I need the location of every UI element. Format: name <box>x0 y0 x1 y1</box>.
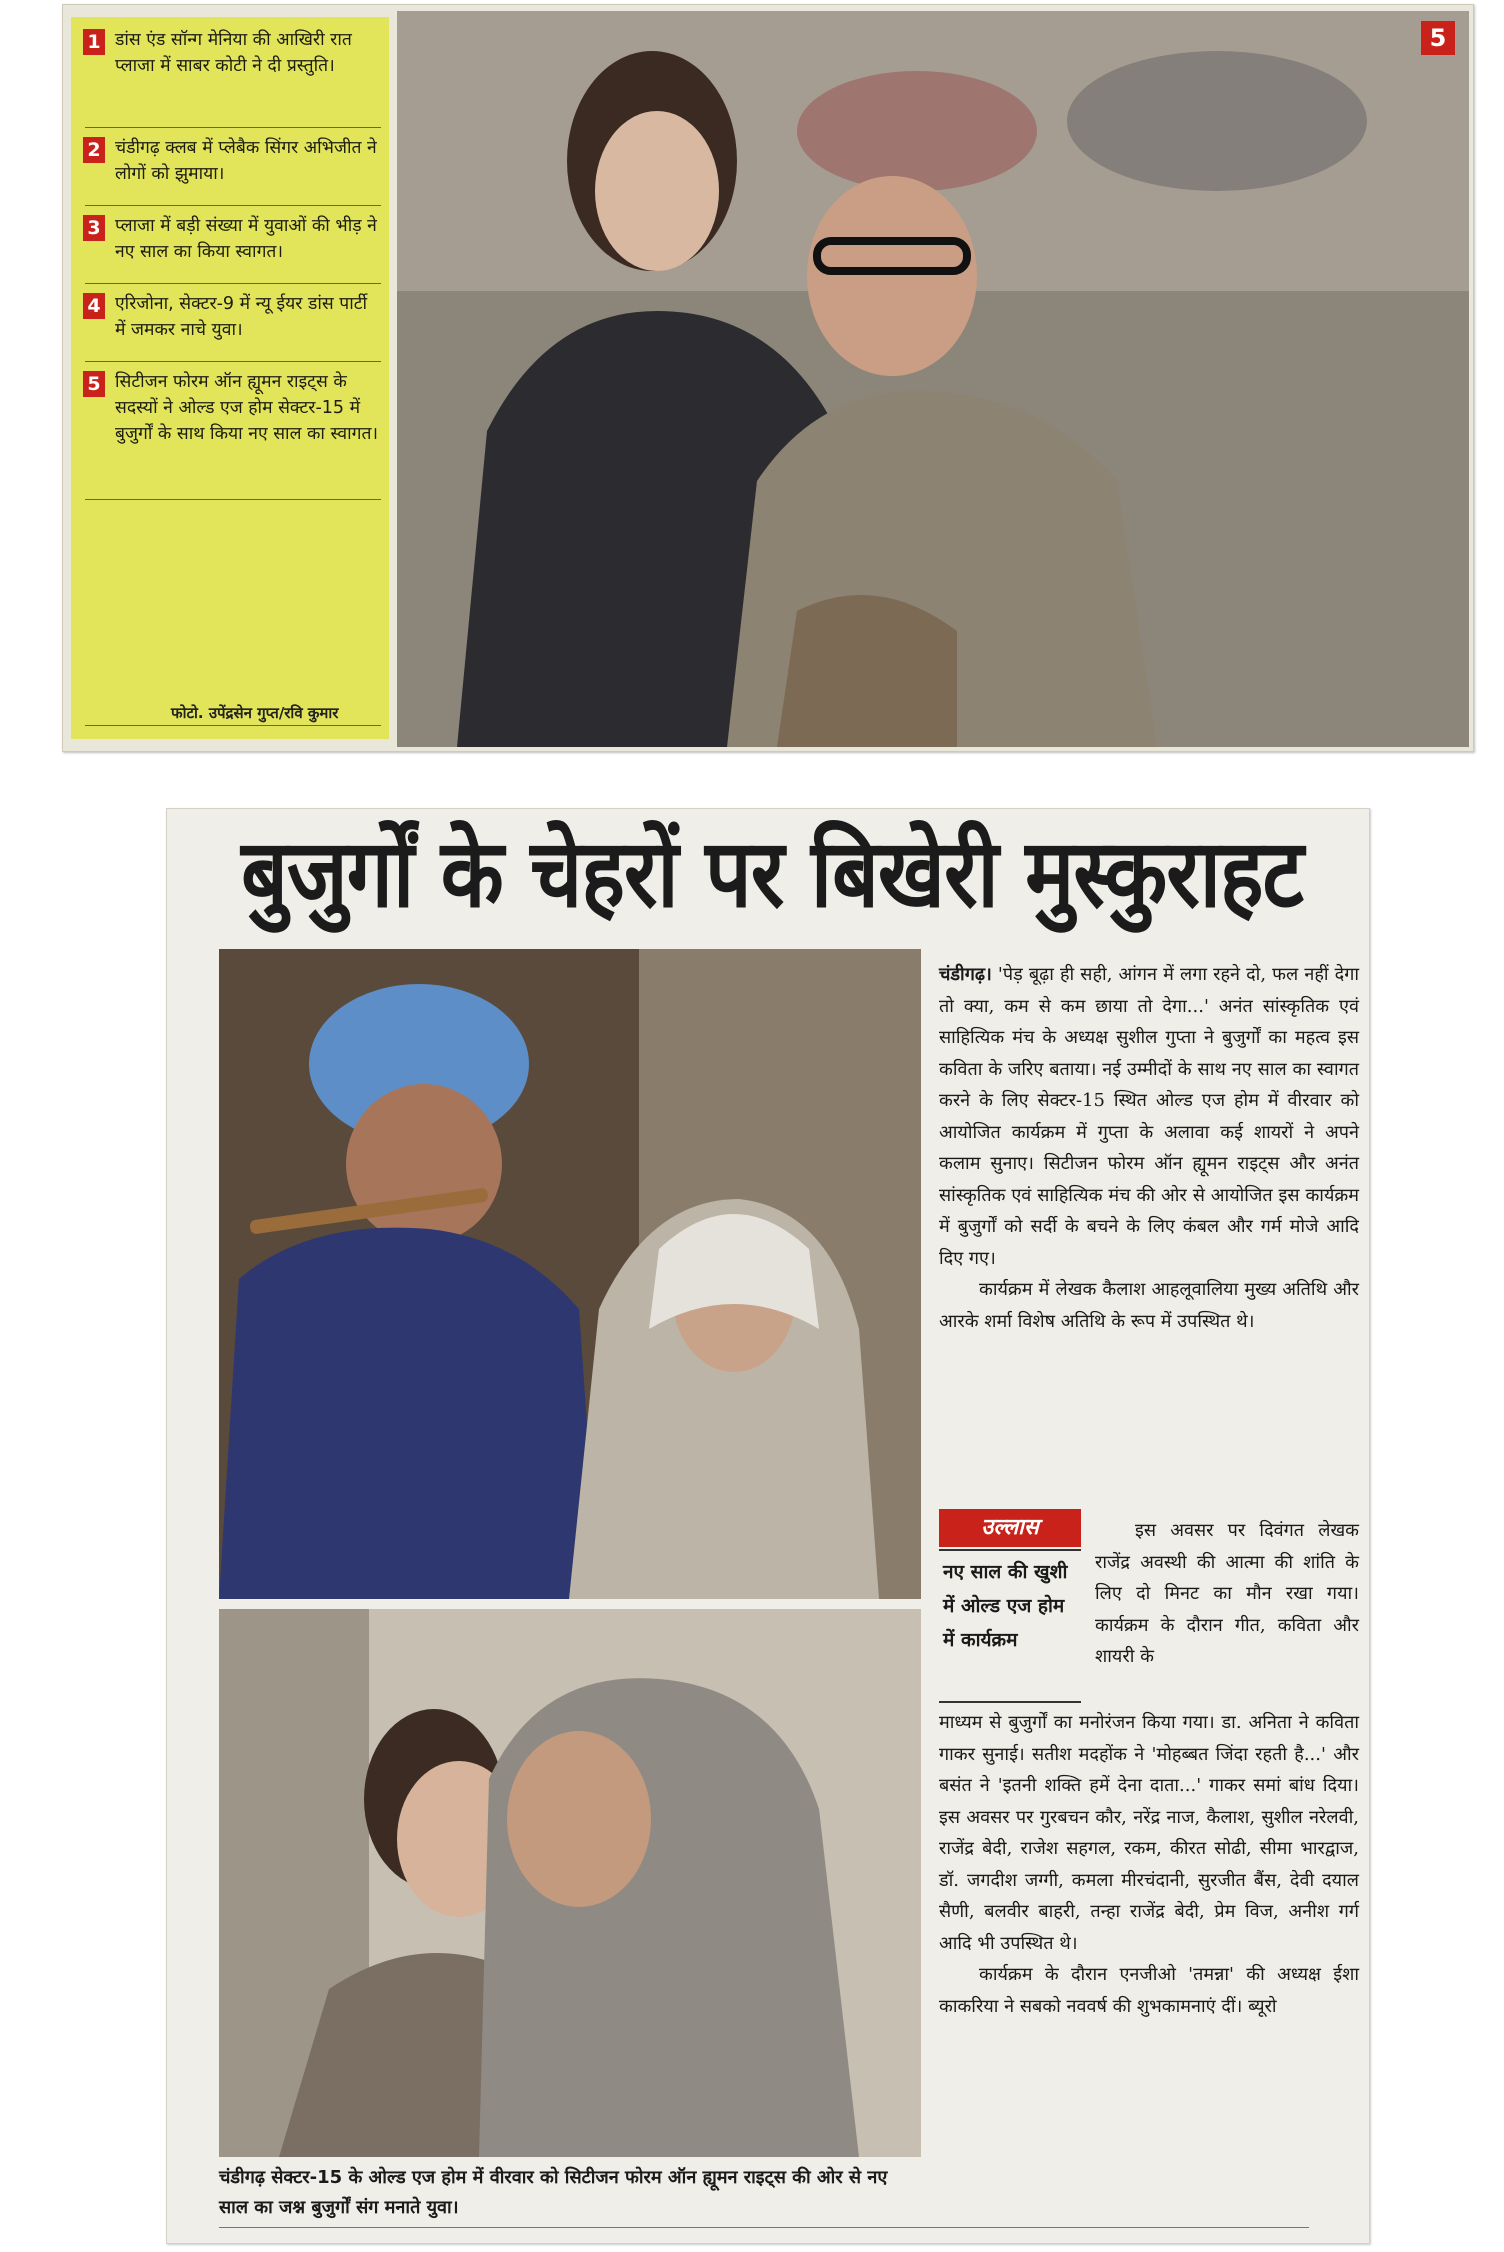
article-body-column <box>939 959 1359 1337</box>
caption-divider <box>85 127 381 128</box>
caption-number-badge: 3 <box>83 215 105 241</box>
caption-text: चंडीगढ़ क्लब में प्लेबैक सिंगर अभिजीत ने लोगों को झुमाया। <box>115 138 377 184</box>
caption-text: प्लाजा में बड़ी संख्या में युवाओं की भीड़ ने नए साल का किया स्वागत। <box>115 216 377 262</box>
article-clipping <box>166 808 1370 2244</box>
photo-placeholder-illustration <box>397 11 1469 747</box>
photo-credit: फोटो. उपेंद्रसेन गुप्त/रवि कुमार <box>171 704 339 722</box>
article-paragraph-1-text: 'पेड़ बूढ़ा ही सही, आंगन में लगा रहने दो, फल नहीं देगा तो क्या, कम से कम छाया तो देगा...' अनंत सांस्कृतिक एवं साहित्यिक मंच के अध्यक्ष सुशील गुप्ता ने बुजुर्गों का महत्व इस कविता के जरिए बताया। नई उम्मीदों के साथ नए साल का स्वागत करने के लिए सेक्टर-15 स्थित ओल्ड एज होम में वीरवार को आयोजित कार्यक्रम में गुप्ता के अलावा कई शायरों ने अपने कलाम सुनाए। सिटीजन फोरम ऑन ह्यूमन राइट्स और अनंत सांस्कृतिक एवं साहित्यिक मंच की ओर से आयोजित इस कार्यक्रम में बुजुर्गों को सर्दी के बचने के लिए कंबल और गर्म मोजे आदि दिए गए। <box>939 964 1359 1269</box>
article-rest-column <box>939 1707 1359 2022</box>
photo-flute-player <box>219 949 921 1599</box>
article-paragraph-1 <box>939 959 1359 1274</box>
article-wrap-column <box>1095 1515 1359 1673</box>
caption-item-3 <box>83 213 383 265</box>
bottom-divider <box>219 2227 1309 2228</box>
top-news-clipping <box>62 4 1474 752</box>
inset-divider <box>939 1549 1081 1551</box>
photo-placeholder-illustration <box>219 949 921 1599</box>
inset-title: नए साल की खुशी में ओल्ड एज होम में कार्यक्रम <box>943 1561 1068 1651</box>
photo-hug <box>219 1609 921 2157</box>
caption-number-badge: 5 <box>83 371 105 397</box>
caption-text: एरिजोना, सेक्टर-9 में न्यू ईयर डांस पार्टी में जमकर नाचे युवा। <box>115 294 368 340</box>
article-paragraph-3-start: इस अवसर पर दिवंगत लेखक राजेंद्र अवस्थी की आत्मा की शांति के लिए दो मिनट का मौन रखा गया। कार्यक्रम के दौरान गीत, कविता और शायरी के <box>1095 1520 1359 1667</box>
article-paragraph-2: कार्यक्रम में लेखक कैलाश आहलूवालिया मुख्य अतिथि और आरके शर्मा विशेष अतिथि के रूप में उपस्थित थे। <box>939 1279 1359 1332</box>
inset-tag: उल्लास <box>939 1509 1081 1547</box>
article-dateline: चंडीगढ़। <box>939 964 992 985</box>
caption-item-4 <box>83 291 383 343</box>
caption-text: डांस एंड सॉन्ग मेनिया की आखिरी रात प्लाजा में साबर कोटी ने दी प्रस्तुति। <box>115 30 352 76</box>
caption-number-badge: 1 <box>83 29 105 55</box>
caption-divider <box>85 499 381 500</box>
caption-divider <box>85 283 381 284</box>
article-paragraph-3-rest: माध्यम से बुजुर्गों का मनोरंजन किया गया। डा. अनिता ने कविता गाकर सुनाई। सतीश मदहोंक ने 'मोहब्बत जिंदा रहती है...' और बसंत ने 'इतनी शक्ति हमें देना दाता...' गाकर समां बांध दिया। इस अवसर पर गुरबचन कौर, नरेंद्र नाज, कैलाश, सुशील नरेलवी, राजेंद्र बेदी, राजेश सहगल, रकम, कीरत सोढी, सीमा भारद्वाज, डॉ. जगदीश जग्गी, कमला मीरचंदानी, सुरजीत बैंस, देवी दयाल सैणी, बलवीर बाहरी, तन्हा राजेंद्र बेदी, प्रेम विज, अनीश गर्ग आदि भी उपस्थित थे। <box>939 1712 1359 1954</box>
caption-text: सिटीजन फोरम ऑन ह्यूमन राइट्स के सदस्यों ने ओल्ड एज होम सेक्टर-15 में बुजुर्गों के साथ किया नए साल का स्वागत। <box>115 372 379 444</box>
caption-divider <box>85 361 381 362</box>
article-paragraph-4: कार्यक्रम के दौरान एनजीओ 'तमन्ना' की अध्यक्ष ईशा काकरिया ने सबको नववर्ष की शुभकामनाएं दीं। ब्यूरो <box>939 1964 1359 2017</box>
article-headline: बुजुर्गों के चेहरों पर बिखेरी मुस्कुराहट <box>241 819 1303 930</box>
caption-item-5 <box>83 369 383 447</box>
caption-divider <box>85 725 381 726</box>
inset-divider <box>939 1701 1081 1703</box>
caption-divider <box>85 205 381 206</box>
photo-number-badge: 5 <box>1421 21 1455 55</box>
caption-item-2 <box>83 135 383 187</box>
inset-box <box>939 1509 1081 1705</box>
caption-number-badge: 2 <box>83 137 105 163</box>
caption-item-1 <box>83 27 383 79</box>
top-news-photo <box>397 11 1469 747</box>
caption-number-badge: 4 <box>83 293 105 319</box>
photo-caption-panel <box>71 17 389 739</box>
photo-placeholder-illustration <box>219 1609 921 2157</box>
photo-caption: चंडीगढ़ सेक्टर-15 के ओल्ड एज होम में वीरवार को सिटीजन फोरम ऑन ह्यूमन राइट्स की ओर से नए साल का जश्न बुजुर्गों संग मनाते युवा। <box>219 2167 888 2218</box>
